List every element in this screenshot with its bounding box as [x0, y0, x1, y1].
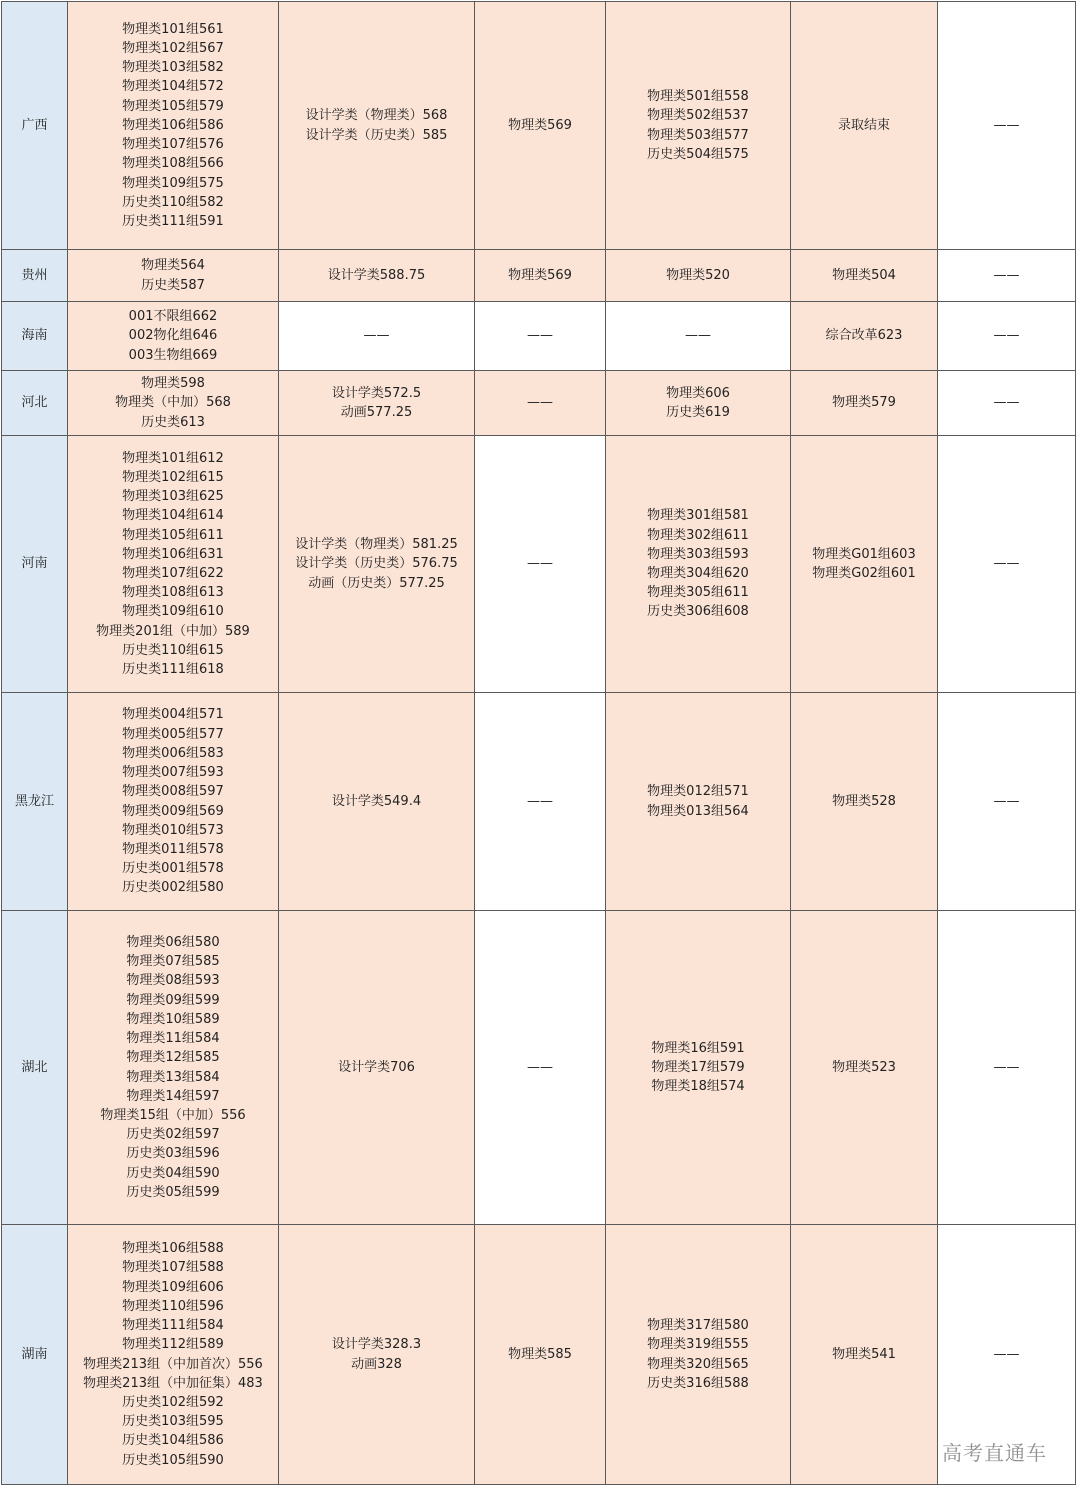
- cell-line: 历史类306组608: [647, 604, 749, 620]
- cell-line: ——: [993, 793, 1020, 809]
- cell-line: 物理类301组581: [647, 508, 749, 524]
- cell-line: 001不限组662: [128, 309, 218, 325]
- province-cell: 湖北: [2, 911, 68, 1225]
- design-score-cell: [279, 693, 475, 911]
- cell-line: 物理类005组577: [122, 726, 224, 742]
- cell-line: 设计学类549.4: [331, 793, 422, 809]
- cell-line: ——: [527, 395, 553, 411]
- cell-line: ——: [363, 328, 390, 344]
- cell-line: 物理类106组631: [122, 546, 224, 562]
- cell-line: 历史类613: [141, 414, 205, 430]
- exam-scores-cell: [68, 371, 279, 436]
- col3-cell: [475, 693, 606, 911]
- cell-line: 历史类110组582: [122, 194, 224, 210]
- cell-line: 历史类110组615: [122, 642, 224, 658]
- exam-scores-cell: [68, 2, 279, 250]
- province-cell: 湖南: [2, 1225, 68, 1485]
- col6-cell: [938, 302, 1076, 371]
- cell-line: 物理类103组625: [122, 489, 224, 505]
- col5-cell: [791, 371, 938, 436]
- design-score-cell: [279, 436, 475, 693]
- col5-cell: [791, 250, 938, 302]
- cell-line: 历史类04组590: [126, 1165, 220, 1181]
- cell-line: 物理类579: [832, 395, 896, 411]
- cell-line: 物理类110组596: [122, 1298, 224, 1314]
- province-cell: 广西: [2, 2, 68, 250]
- col3-cell: [475, 302, 606, 371]
- col4-cell: [606, 911, 791, 1225]
- cell-line: 物理类112组589: [122, 1337, 224, 1353]
- cell-line: 物理类10组589: [126, 1011, 220, 1027]
- cell-line: ——: [685, 328, 711, 344]
- col6-cell: [938, 693, 1076, 911]
- cell-line: 物理类004组571: [122, 707, 224, 723]
- exam-scores-cell: [68, 1225, 279, 1485]
- cell-line: 003生物组669: [128, 347, 218, 363]
- col5-cell: [791, 302, 938, 371]
- col4-cell: [606, 1225, 791, 1485]
- cell-line: 物理类111组584: [122, 1318, 224, 1334]
- cell-line: 物理类009组569: [122, 803, 224, 819]
- cell-line: 物理类11组584: [126, 1031, 220, 1047]
- cell-line: ——: [993, 1059, 1020, 1075]
- col3-cell: [475, 1225, 606, 1485]
- table-row: [2, 693, 1076, 911]
- cell-line: ——: [527, 793, 553, 809]
- cell-line: ——: [527, 328, 553, 344]
- cell-line: 物理类528: [832, 793, 896, 809]
- cell-line: 历史类103组595: [122, 1414, 224, 1430]
- col6-cell: [938, 2, 1076, 250]
- watermark-text: 高考直通车: [942, 1441, 1047, 1465]
- cell-line: 录取结束: [837, 117, 890, 133]
- cell-line: 历史类105组590: [122, 1452, 224, 1468]
- cell-line: 物理类16组591: [651, 1040, 745, 1056]
- cell-line: 物理类14组597: [126, 1088, 220, 1104]
- cell-line: 设计学类706: [338, 1059, 415, 1075]
- cell-line: 物理类103组582: [122, 60, 224, 76]
- design-score-cell: [279, 911, 475, 1225]
- cell-line: 物理类585: [508, 1346, 572, 1362]
- cell-line: 物理类012组571: [647, 784, 749, 800]
- cell-line: ——: [993, 117, 1020, 133]
- cell-line: ——: [993, 328, 1020, 344]
- cell-line: 物理类G01组603: [812, 546, 916, 562]
- cell-line: 物理类109组606: [122, 1279, 224, 1295]
- cell-line: 物理类101组561: [122, 21, 224, 37]
- cell-line: 历史类619: [666, 405, 730, 420]
- cell-line: 历史类111组618: [122, 662, 224, 678]
- cell-line: 物理类010组573: [122, 822, 224, 838]
- cell-line: 物理类102组615: [122, 469, 224, 485]
- cell-line: 物理类303组593: [647, 546, 749, 562]
- cell-line: 物理类G02组601: [812, 566, 916, 581]
- cell-line: 物理类104组614: [122, 508, 224, 524]
- cell-line: 历史类03组596: [126, 1146, 220, 1162]
- cell-line: 物理类011组578: [122, 841, 224, 857]
- cell-line: 物理类（中加）568: [115, 395, 231, 411]
- cell-line: 物理类213组（中加征集）483: [83, 1375, 263, 1391]
- cell-line: 历史类002组580: [122, 880, 224, 896]
- cell-line: 设计学类（物理类）568: [305, 108, 448, 124]
- cell-line: 物理类302组611: [647, 527, 749, 543]
- cell-line: 历史类587: [141, 277, 205, 293]
- cell-line: 物理类201组（中加）589: [96, 623, 250, 639]
- cell-line: 历史类05组599: [126, 1184, 220, 1200]
- design-score-cell: [279, 250, 475, 302]
- cell-line: 物理类06组580: [126, 935, 220, 951]
- col3-cell: [475, 250, 606, 302]
- cell-line: 物理类13组584: [126, 1069, 220, 1085]
- design-score-cell: [279, 302, 475, 371]
- cell-line: 物理类17组579: [651, 1059, 745, 1075]
- cell-line: ——: [993, 556, 1020, 572]
- cell-line: 历史类102组592: [122, 1394, 224, 1410]
- cell-line: 物理类523: [832, 1059, 896, 1075]
- cell-line: 物理类317组580: [647, 1318, 749, 1334]
- cell-line: 物理类502组537: [647, 108, 749, 124]
- col3-cell: [475, 2, 606, 250]
- cell-line: 历史类02组597: [126, 1127, 220, 1143]
- cell-line: 物理类105组611: [122, 527, 224, 543]
- col4-cell: [606, 371, 791, 436]
- col3-cell: [475, 371, 606, 436]
- design-score-cell: [279, 1225, 475, 1485]
- cell-line: 设计学类（历史类）576.75: [295, 556, 458, 572]
- cell-line: 物理类319组555: [647, 1337, 749, 1353]
- cell-line: 物理类104组572: [122, 79, 224, 95]
- cell-line: 物理类598: [141, 376, 205, 392]
- cell-line: ——: [993, 267, 1020, 283]
- table-row: [2, 1225, 1076, 1485]
- cell-line: 物理类305组611: [647, 585, 749, 601]
- cell-line: 物理类304组620: [647, 566, 749, 581]
- cell-line: 物理类320组565: [647, 1356, 749, 1372]
- cell-line: 历史类504组575: [647, 146, 749, 162]
- col4-cell: [606, 2, 791, 250]
- cell-line: 物理类108组613: [122, 585, 224, 601]
- cell-line: ——: [527, 556, 553, 572]
- table-row: [2, 250, 1076, 302]
- col4-cell: [606, 302, 791, 371]
- cell-line: 物理类541: [832, 1346, 896, 1362]
- cell-line: 物理类501组558: [647, 89, 749, 105]
- col5-cell: [791, 693, 938, 911]
- province-cell: 贵州: [2, 250, 68, 302]
- cell-line: 物理类106组586: [122, 117, 224, 133]
- exam-scores-cell: [68, 693, 279, 911]
- cell-line: ——: [993, 1346, 1020, 1362]
- cell-line: 物理类006组583: [122, 745, 224, 761]
- cell-line: 历史类104组586: [122, 1433, 224, 1449]
- cell-line: 物理类09组599: [126, 992, 220, 1008]
- col4-cell: [606, 693, 791, 911]
- cell-line: 物理类007组593: [122, 765, 224, 781]
- cell-line: 物理类107组622: [122, 566, 224, 581]
- col4-cell: [606, 250, 791, 302]
- design-score-cell: [279, 371, 475, 436]
- cell-line: 历史类111组591: [122, 213, 224, 229]
- cell-line: 物理类109组575: [122, 175, 224, 191]
- col6-cell: [938, 250, 1076, 302]
- exam-scores-cell: [68, 911, 279, 1225]
- cell-line: 物理类15组（中加）556: [100, 1107, 246, 1123]
- cell-line: 物理类18组574: [651, 1079, 745, 1095]
- col4-cell: [606, 436, 791, 693]
- cell-line: 物理类08组593: [126, 973, 220, 989]
- cell-line: 设计学类572.5: [331, 385, 422, 401]
- cell-line: 设计学类（物理类）581.25: [295, 537, 458, 553]
- col5-cell: [791, 436, 938, 693]
- cell-line: 物理类07组585: [126, 954, 220, 970]
- cell-line: 物理类606: [666, 385, 730, 401]
- cell-line: 物理类569: [508, 117, 572, 133]
- cell-line: ——: [993, 395, 1020, 411]
- exam-scores-cell: [68, 436, 279, 693]
- cell-line: 动画328: [351, 1356, 402, 1372]
- cell-line: 动画577.25: [340, 405, 413, 420]
- design-score-cell: [279, 2, 475, 250]
- province-cell: 河北: [2, 371, 68, 436]
- cell-line: 物理类569: [508, 267, 572, 283]
- cell-line: 历史类316组588: [647, 1375, 749, 1391]
- cell-line: 物理类108组566: [122, 156, 224, 172]
- cell-line: 设计学类（历史类）585: [305, 127, 448, 143]
- cell-line: 物理类106组588: [122, 1241, 224, 1257]
- cell-line: 物理类109组610: [122, 604, 224, 620]
- cell-line: 物理类105组579: [122, 98, 224, 114]
- col5-cell: [791, 1225, 938, 1485]
- province-cell: 黑龙江: [2, 693, 68, 911]
- score-table: [1, 1, 1076, 1485]
- cell-line: 物理类520: [666, 267, 730, 283]
- cell-line: 物理类013组564: [647, 803, 749, 819]
- table-row: [2, 302, 1076, 371]
- cell-line: 002物化组646: [128, 328, 218, 344]
- table-row: [2, 371, 1076, 436]
- cell-line: 物理类503组577: [647, 127, 749, 143]
- cell-line: 物理类107组588: [122, 1260, 224, 1276]
- cell-line: 物理类12组585: [126, 1050, 220, 1066]
- cell-line: 物理类101组612: [122, 450, 224, 466]
- col3-cell: [475, 436, 606, 693]
- table-row: [2, 2, 1076, 250]
- cell-line: 物理类213组（中加首次）556: [83, 1356, 263, 1372]
- province-cell: 海南: [2, 302, 68, 371]
- col6-cell: [938, 911, 1076, 1225]
- cell-line: 综合改革623: [825, 328, 903, 344]
- cell-line: 设计学类588.75: [327, 267, 426, 283]
- cell-line: 物理类564: [141, 258, 205, 274]
- cell-line: 设计学类328.3: [331, 1337, 422, 1353]
- province-cell: 河南: [2, 436, 68, 693]
- exam-scores-cell: [68, 250, 279, 302]
- cell-line: 物理类008组597: [122, 784, 224, 800]
- col5-cell: [791, 2, 938, 250]
- cell-line: 动画（历史类）577.25: [308, 575, 445, 591]
- cell-line: 物理类102组567: [122, 41, 224, 57]
- col5-cell: [791, 911, 938, 1225]
- cell-line: 物理类504: [832, 267, 896, 283]
- cell-line: 历史类001组578: [122, 861, 224, 877]
- exam-scores-cell: [68, 302, 279, 371]
- table-row: [2, 911, 1076, 1225]
- col6-cell: [938, 371, 1076, 436]
- table-body: [2, 2, 1076, 1485]
- cell-line: ——: [527, 1059, 553, 1075]
- col3-cell: [475, 911, 606, 1225]
- table-row: [2, 436, 1076, 693]
- cell-line: 物理类107组576: [122, 137, 224, 153]
- col6-cell: [938, 436, 1076, 693]
